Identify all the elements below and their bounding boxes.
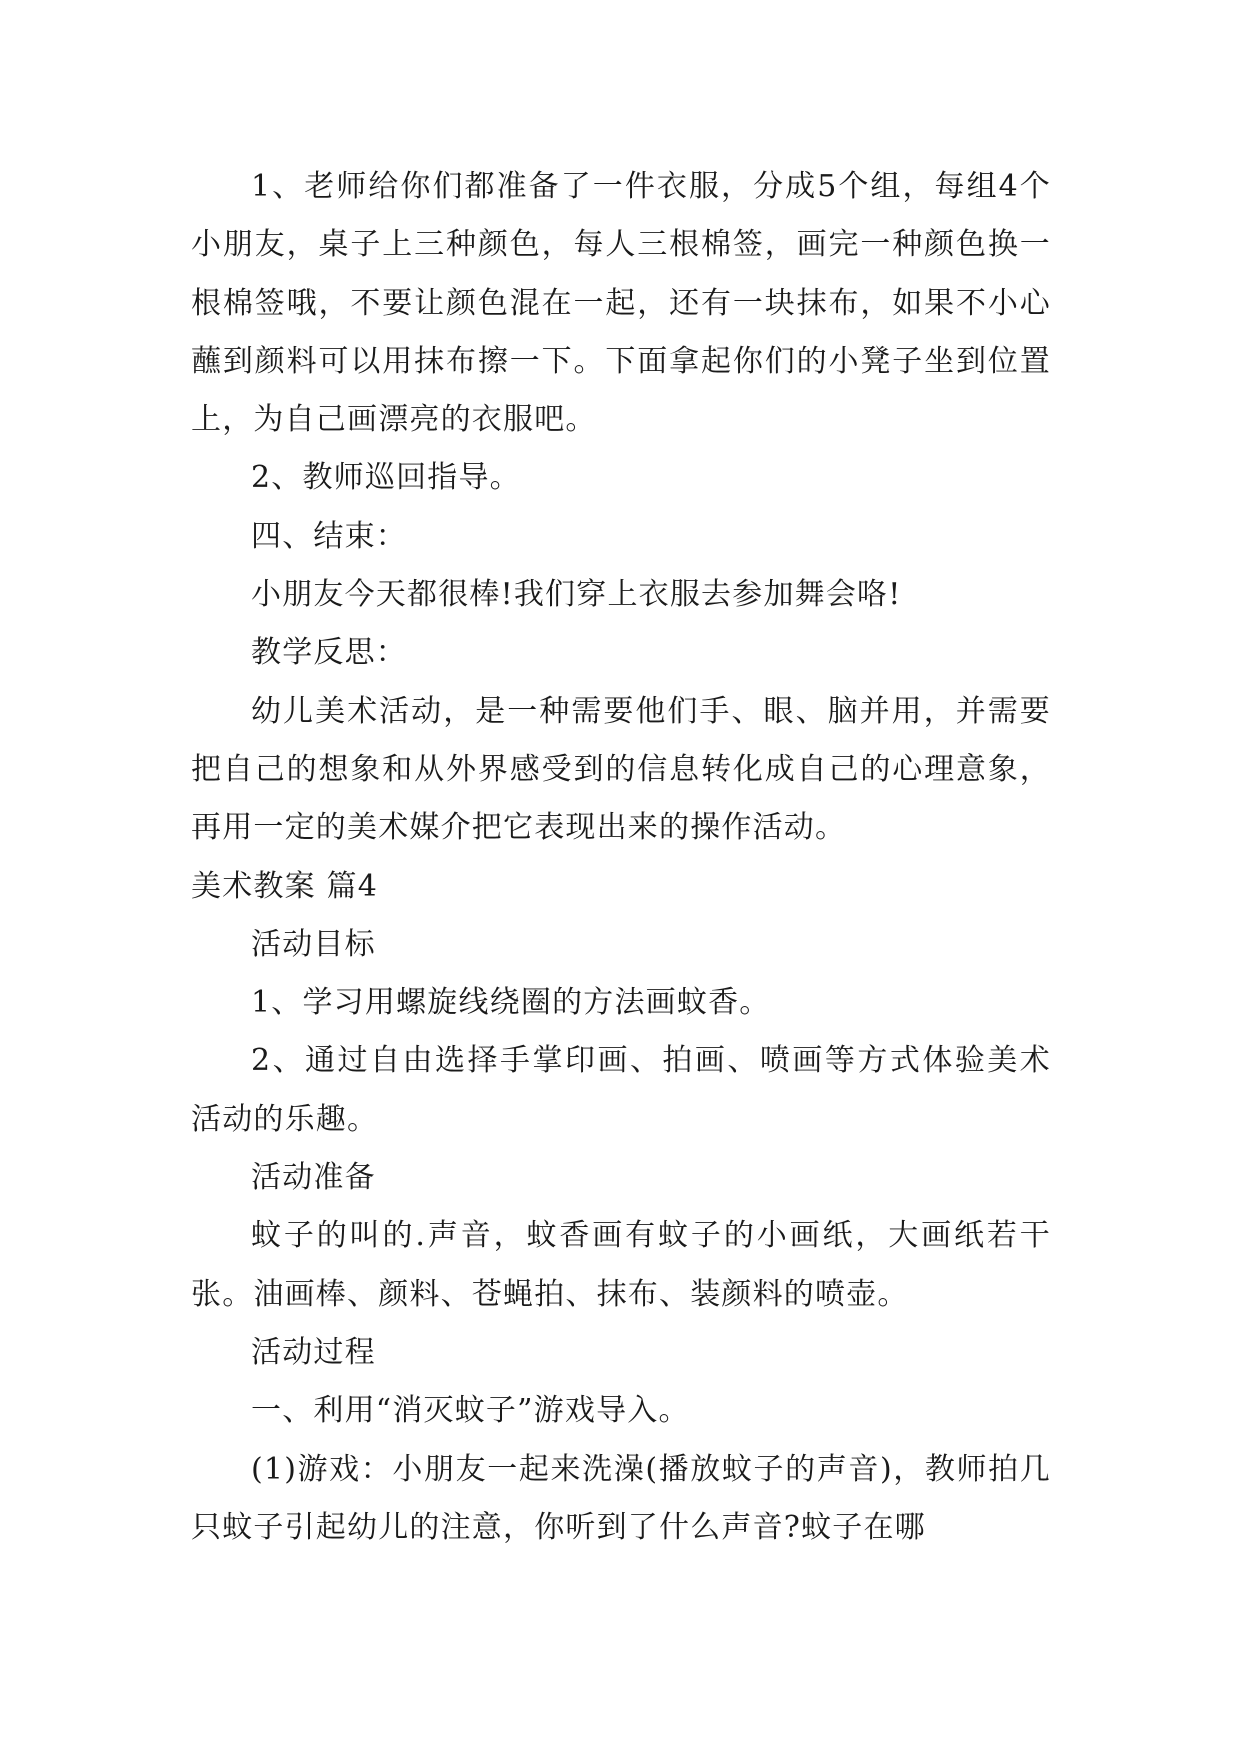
paragraph-preparation: 蚊子的叫的.声音，蚊香画有蚊子的小画纸，大画纸若干张。油画棒、颜料、苍蝇拍、抹布、装颜料的喷壶。	[191, 1218, 1051, 1312]
paragraph-process-game: (1)游戏：小朋友一起来洗澡(播放蚊子的声音)，教师拍几只蚊子引起幼儿的注意，你听到了什么声音?蚊子在哪	[191, 1451, 1051, 1545]
document-body	[191, 158, 1051, 1557]
heading-reflection: 教学反思：	[251, 635, 407, 671]
heading-goals: 活动目标	[251, 926, 376, 962]
paragraph-goal-2: 2、通过自由选择手掌印画、拍画、喷画等方式体验美术活动的乐趣。	[191, 1043, 1051, 1137]
heading-preparation: 活动准备	[251, 1160, 376, 1196]
section-title: 美术教案 篇4	[191, 868, 379, 904]
heading-ending: 四、结束：	[251, 518, 407, 554]
paragraph-instructions: 1、老师给你们都准备了一件衣服，分成5个组，每组4个小朋友，桌子上三种颜色，每人三根棉签，画完一种颜色换一根棉签哦，不要让颜色混在一起，还有一块抹布，如果不小心蘸到颜料可以用抹布擦一下。下面拿起你们的小凳子坐到位置上，为自己画漂亮的衣服吧。	[191, 169, 1051, 438]
paragraph-teacher-guidance: 2、教师巡回指导。	[251, 460, 521, 496]
paragraph-reflection: 幼儿美术活动，是一种需要他们手、眼、脑并用，并需要把自己的想象和从外界感受到的信息转化成自己的心理意象，再用一定的美术媒介把它表现出来的操作活动。	[191, 693, 1051, 846]
paragraph-goal-1: 1、学习用螺旋线绕圈的方法画蚊香。	[251, 985, 771, 1021]
heading-process: 活动过程	[251, 1334, 376, 1370]
paragraph-ending: 小朋友今天都很棒!我们穿上衣服去参加舞会咯!	[251, 577, 902, 613]
paragraph-process-1: 一、利用“消灭蚊子”游戏导入。	[251, 1393, 690, 1429]
